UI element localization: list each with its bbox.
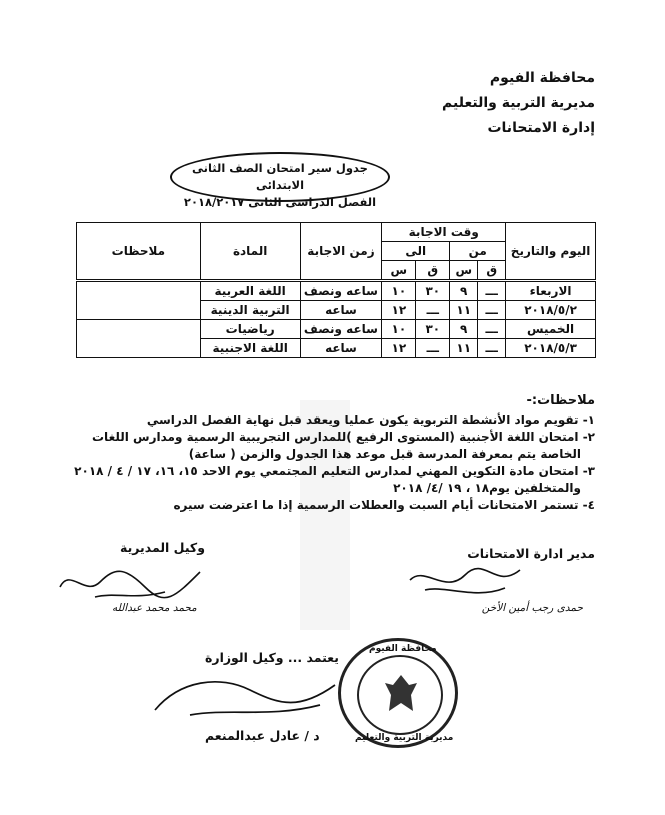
note-item: ١- تقويم مواد الأنشطة التربوية يكون عمليا ويعقد قبل نهاية الفصل الدراسي bbox=[146, 413, 595, 427]
row-day: الاربعاء bbox=[506, 281, 596, 301]
header-to-s: س bbox=[382, 261, 416, 281]
header-day-date: اليوم والتاريخ bbox=[506, 223, 596, 281]
header-from-q: ق bbox=[478, 261, 506, 281]
cell-notes bbox=[77, 320, 201, 358]
cell-duration: ساعه ونصف bbox=[300, 320, 382, 339]
note-item-continued: والمتخلفين يوم١٨ ، ١٩ /٤/ ٢٠١٨ bbox=[393, 481, 581, 495]
row-day: الخميس bbox=[506, 320, 596, 339]
undersecretary-signature-icon bbox=[150, 670, 340, 720]
deputy-directorate-signature-icon bbox=[55, 562, 205, 602]
cell-from-q: ـــ bbox=[478, 281, 506, 301]
exam-manager-name: حمدى رجب أمين الأخن bbox=[481, 602, 583, 614]
cell-duration: ساعه bbox=[300, 301, 382, 320]
note-item: ٤- تستمر الامتحانات أيام السبت والعطلات الرسمية إذا ما اعترضت سيره bbox=[173, 498, 595, 512]
cell-duration: ساعه bbox=[300, 339, 382, 358]
cell-from-s: ٩ bbox=[450, 281, 478, 301]
table-row bbox=[77, 281, 596, 301]
deputy-directorate-name: محمد محمد عبدالله bbox=[112, 602, 197, 614]
document-header bbox=[442, 66, 595, 141]
header-to: الى bbox=[382, 242, 450, 261]
approval-title: يعتمد ... وكيل الوزارة bbox=[205, 650, 339, 665]
table-row bbox=[77, 320, 596, 339]
row-date: ٢٠١٨/٥/٣ bbox=[506, 339, 596, 358]
cell-from-q: ـــ bbox=[478, 320, 506, 339]
cell-from-q: ـــ bbox=[478, 301, 506, 320]
cell-from-s: ١١ bbox=[450, 339, 478, 358]
header-from: من bbox=[450, 242, 506, 261]
governorate-label: محافظة الفيوم bbox=[489, 70, 595, 86]
cell-subject: اللغة الاجنبية bbox=[200, 339, 300, 358]
approval-name: د / عادل عبدالمنعم bbox=[205, 728, 320, 743]
exams-department-label: إدارة الامتحانات bbox=[487, 120, 595, 136]
deputy-directorate-title: وكيل المديرية bbox=[120, 540, 205, 555]
cell-duration: ساعه ونصف bbox=[300, 281, 382, 301]
cell-from-q: ـــ bbox=[478, 339, 506, 358]
cell-to-s: ١٠ bbox=[382, 281, 416, 301]
cell-subject: اللغة العربية bbox=[200, 281, 300, 301]
schedule-title bbox=[170, 152, 390, 209]
header-subject: المادة bbox=[200, 223, 300, 281]
row-date: ٢٠١٨/٥/٢ bbox=[506, 301, 596, 320]
official-stamp bbox=[338, 638, 458, 748]
cell-to-q: ٣٠ bbox=[416, 320, 450, 339]
stamp-top-text: محافظة الفيوم bbox=[369, 644, 437, 654]
header-to-q: ق bbox=[416, 261, 450, 281]
header-from-s: س bbox=[450, 261, 478, 281]
note-item-continued: الخاصة يتم بمعرفة المدرسة قبل موعد هذا الجدول والزمن ( ساعة) bbox=[188, 447, 581, 461]
stamp-bottom-text: مديرية التربية والتعليم bbox=[355, 733, 454, 743]
header-duration: زمن الاجابة bbox=[300, 223, 382, 281]
schedule-title-line2: الفصل الدراسى الثانى ٢٠١٨/٢٠١٧ bbox=[183, 195, 377, 209]
cell-subject: رياضيات bbox=[200, 320, 300, 339]
cell-to-q: ـــ bbox=[416, 339, 450, 358]
header-answer-time: وقت الاجابة bbox=[382, 223, 506, 242]
cell-to-s: ١٢ bbox=[382, 301, 416, 320]
cell-to-q: ٣٠ bbox=[416, 281, 450, 301]
cell-to-q: ـــ bbox=[416, 301, 450, 320]
cell-to-s: ١٠ bbox=[382, 320, 416, 339]
exam-manager-title: مدير ادارة الامتحانات bbox=[467, 546, 595, 561]
cell-from-s: ٩ bbox=[450, 320, 478, 339]
note-item: ٣- امتحان مادة التكوين المهني لمدارس التعليم المجتمعي يوم الاحد ١٥، ١٦، ١٧ / ٤ / ٢٠١٨ bbox=[74, 464, 595, 478]
notes-section bbox=[50, 392, 595, 514]
cell-to-s: ١٢ bbox=[382, 339, 416, 358]
cell-from-s: ١١ bbox=[450, 301, 478, 320]
exam-schedule-table bbox=[76, 222, 596, 358]
exam-manager-signature-icon bbox=[405, 560, 525, 600]
note-item: ٢- امتحان اللغة الأجنبية (المستوى الرفيع )للمدارس التجريبية الرسمية ومدارس اللغات bbox=[92, 430, 595, 444]
directorate-label: مديرية التربية والتعليم bbox=[442, 95, 595, 111]
cell-notes bbox=[77, 281, 201, 320]
notes-heading: ملاحظات:- bbox=[526, 393, 595, 408]
eagle-emblem-icon bbox=[383, 673, 419, 715]
header-notes: ملاحظات bbox=[77, 223, 201, 281]
cell-subject: التربية الدينية bbox=[200, 301, 300, 320]
schedule-title-line1: جدول سير امتحان الصف الثانى الابتدائى bbox=[192, 161, 368, 192]
